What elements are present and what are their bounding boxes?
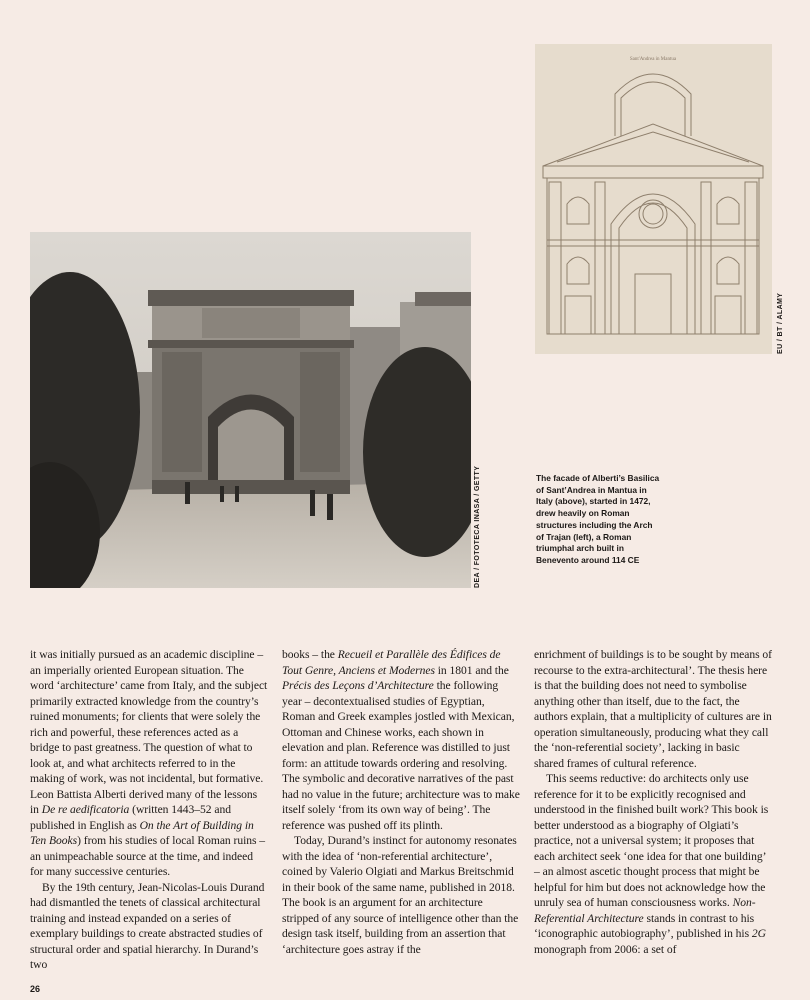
arch-of-trajan-photo [30, 232, 471, 588]
text-column-2 [282, 647, 520, 957]
book-title: Recueil et Parallèle des Édifices de Tout Genre, Anciens et Modernes [282, 648, 501, 677]
book-title: Précis des Leçons d’Architecture [282, 679, 434, 692]
drawing-title: Sant'Andrea in Mantua [629, 57, 677, 62]
facade-photo-credit: EU / BT / ALAMY [777, 292, 784, 354]
arch-of-trajan-image [30, 232, 471, 588]
arch-photo-credit: DEA / FOTOTECA INASA / GETTY [474, 465, 481, 588]
book-title: De re aedificatoria [41, 803, 130, 816]
paragraph: Today, Durand’s instinct for autonomy resonates with the idea of ‘non-referential architecture’, coined by Valerio Olgiati and Markus Breitschmid in their book of the same name, published in 2018. The book is an argument for an architecture stripped of any source of intelligence other than the design task itself, building from an assertion that ‘architecture goes astray if the [282, 834, 519, 956]
paragraph: By the 19th century, Jean-Nicolas-Louis Durand had dismantled the tenets of classical architectural training and instead expanded on a series of exemplary buildings to create abstracted studies of structural order and spatial hierarchy. In Durand’s two [30, 880, 265, 971]
book-title: On the Art of Building in Ten Books [30, 818, 254, 847]
sant-andrea-facade-image [535, 44, 772, 354]
text-column-1 [30, 647, 268, 973]
paragraph: This seems reductive: do architects only use reference for it to be explicitly recognised and understood in the finished built work? This book is better understood as a biography of Olgiati’s practice, not a universal system; it proposes that each architect seek ‘one idea for that one building’ – an almost ascetic thought process that might be helpful for him but does not acknowledge how the unruly sea of human consciousness works. Non-Referential Architecture stands in contrast to his ‘iconographic autobiography’, published in his 2G monograph from 2006: a set of [534, 772, 769, 956]
publication-title: 2G [751, 927, 766, 940]
page-number: 26 [30, 984, 41, 994]
paragraph: enrichment of buildings is to be sought by means of recourse to the extra-architectural’. The thesis here is that the building does not need to symbolise anything other than itself, due to the fact, the authors explain, that a multiplicity of cultures are in operation simultaneously, producing what they call the ‘non-referential society’, lacking in basic shared frames of cultural reference. [534, 648, 772, 770]
image-caption: The facade of Alberti’s Basilica of Sant’Andrea in Mantua in Italy (above), started in 1472, drew heavily on Roman structures including the Arch of Trajan (left), a Roman triumphal arch built in Benevento around 114 CE [536, 473, 660, 565]
sant-andrea-drawing [535, 44, 772, 354]
paragraph: it was initially pursued as an academic discipline – an imperially oriented European situation. The word ‘architecture’ came from Italy, and the subject primarily extracted knowledge from the country’s ruined monuments; for clients that were solely the rich and powerful, these references acted as a bridge to past greatness. The question of what to look at, and what architects referred to in the making of work, was not incidental, but formative. Leon Battista Alberti derived many of the lessons in De re aedificatoria (written 1443–52 and published in English as On the Art of Building in Ten Books) from his studies of local Roman ruins – an unimpeachable source at the time, and indeed for many successive centuries. [30, 648, 268, 878]
paragraph: books – the Recueil et Parallèle des Édifices de Tout Genre, Anciens et Modernes in 1801 and the Précis des Leçons d’Architecture the following year – decontextualised studies of Egyptian, Roman and Greek examples jostled with Mexican, Ottoman and Chinese works, each shown in elevation and plan. Reference was distilled to just form: an attitude towards ordering and resolving. The symbolic and decorative narratives of the past had no value in the future; architecture was to make itself solely ‘from its own way of being’. The reference was pushed off its plinth. [282, 648, 520, 832]
book-title: Non-Referential Architecture [534, 896, 756, 925]
text-column-3 [534, 647, 772, 957]
